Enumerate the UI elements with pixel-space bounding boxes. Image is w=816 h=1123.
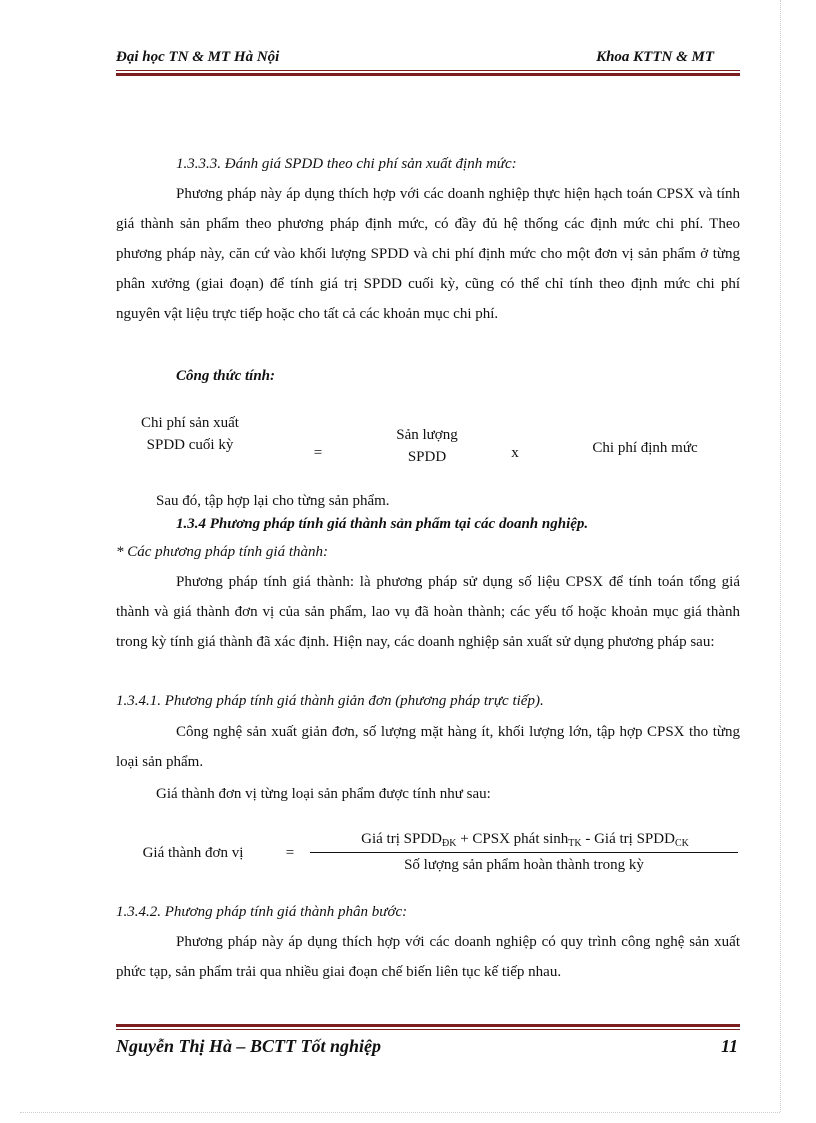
section-134-subheading: * Các phương pháp tính giá thành: bbox=[116, 544, 329, 560]
formula2-fraction-bar bbox=[310, 852, 738, 853]
formula2-equals: = bbox=[285, 845, 295, 861]
footer-left: Nguyễn Thị Hà – BCTT Tốt nghiệp bbox=[116, 1036, 382, 1056]
formula2-numerator: Giá trị $SPDD_{ĐK}$ + CPSX phát $\sinh_{TK}$ - Giá trị $SPDD_{CK}$ bbox=[361, 831, 689, 849]
header-left: Đại học TN & MT Hà Nội bbox=[116, 49, 280, 65]
formula1-lhs: Chi phí sản xuất SPDD cuối kỳ bbox=[141, 415, 239, 453]
section-1333-heading: 1.3.3.3. Đánh giá SPDD theo chi phí sản xuất định mức: bbox=[176, 156, 517, 172]
section-1333-paragraph: Phương pháp này áp dụng thích hợp với các doanh nghiệp thực hiện hạch toán CPSX và tính giá thành sản phẩm theo phương pháp định mức, có đầy đủ hệ thống các định mức chi phí. Theo phương pháp này, căn cứ vào khối lượng SPDD và chi phí định mức cho một đơn vị sản phẩm ở từng phân xưởng (giai đoạn) để tính giá trị SPDD cuối kỳ, cũng có thể chỉ tính theo định mức chi phí nguyên vật liệu trực tiếp hoặc cho tất cả các khoản mục chi phí. bbox=[116, 186, 740, 322]
header-rule-thick bbox=[116, 73, 740, 76]
header-rule-thin bbox=[116, 70, 740, 71]
section-1342-heading: 1.3.4.2. Phương pháp tính giá thành phân bước: bbox=[116, 904, 408, 920]
footer-rule-thin bbox=[116, 1029, 740, 1030]
header-right: Khoa KTTN & MT bbox=[596, 49, 714, 65]
section-1341-heading: 1.3.4.1. Phương pháp tính giá thành giản đơn (phương pháp trực tiếp). bbox=[116, 693, 544, 709]
section-134-heading: 1.3.4 Phương pháp tính giá thành sản phẩm tại các doanh nghiệp. bbox=[176, 516, 589, 532]
page-edge-bottom bbox=[20, 1112, 780, 1113]
section-1342-paragraph: Phương pháp này áp dụng thích hợp với các doanh nghiệp có quy trình công nghệ sản xuất phức tạp, sản phẩm trải qua nhiều giai đoạn chế biến liên tục kế tiếp nhau. bbox=[116, 934, 740, 980]
after-formula-text: Sau đó, tập hợp lại cho từng sản phẩm. bbox=[156, 493, 390, 509]
footer-rule-thick bbox=[116, 1024, 740, 1027]
formula1-term1: Sản lượng SPDD bbox=[396, 427, 458, 465]
formula-label: Công thức tính: bbox=[176, 368, 276, 384]
formula1-equals: = bbox=[313, 445, 323, 461]
page-edge-right bbox=[780, 0, 781, 1112]
formula1-term2: Chi phí định mức bbox=[592, 440, 698, 456]
section-1341-line: Giá thành đơn vị từng loại sản phẩm được tính như sau: bbox=[156, 786, 491, 802]
section-1341-paragraph: Công nghệ sản xuất giản đơn, số lượng mặt hàng ít, khối lượng lớn, tập hợp CPSX tho từng loại sản phẩm. bbox=[116, 724, 740, 770]
formula2-denominator: Số lượng sản phẩm hoàn thành trong kỳ bbox=[404, 857, 644, 873]
section-134-paragraph: Phương pháp tính giá thành: là phương pháp sử dụng số liệu CPSX để tính toán tổng giá thành và giá thành đơn vị của sản phẩm, lao vụ đã hoàn thành; các yếu tố hoặc khoản mục giá thành trong kỳ tính giá thành đã xác định. Hiện nay, các doanh nghiệp sản xuất sử dụng phương pháp sau: bbox=[116, 574, 740, 650]
page-number: 11 bbox=[720, 1036, 738, 1056]
formula2-lhs: Giá thành đơn vị bbox=[142, 845, 244, 861]
formula1-times: x bbox=[511, 445, 519, 461]
